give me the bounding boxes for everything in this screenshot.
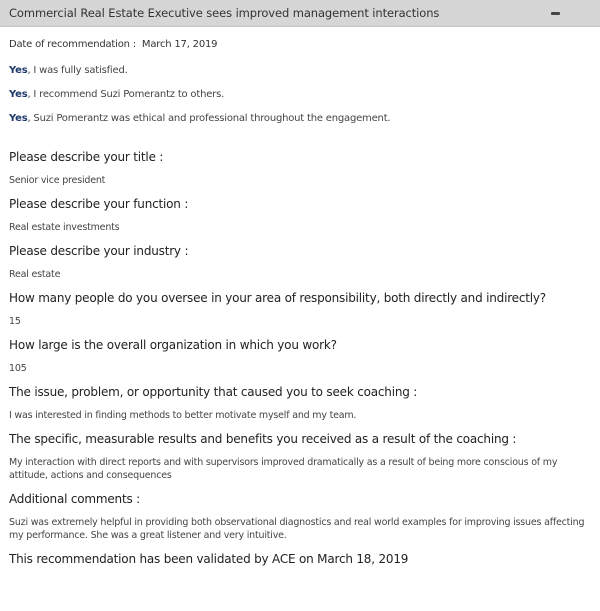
satisfied-statement	[9, 65, 591, 79]
statement-text: , Suzi Pomerantz was ethical and professional throughout the engagement.	[27, 113, 391, 124]
yes-label: Yes	[9, 65, 28, 76]
question-industry: Please describe your industry :	[9, 244, 189, 258]
date-label: Date of recommendation :	[9, 39, 136, 50]
answer-oversee: 15	[9, 316, 21, 327]
answer-org-size: 105	[9, 363, 27, 374]
date-value: March 17, 2019	[141, 39, 218, 50]
ethical-statement	[9, 113, 591, 127]
collapse-button[interactable]	[540, 3, 570, 23]
statement-text: , I recommend Suzi Pomerantz to others.	[27, 89, 225, 100]
validation-note: This recommendation has been validated by ACE on March 18, 2019	[9, 552, 409, 566]
minus-icon	[551, 12, 560, 15]
question-results: The specific, measurable results and benefits you received as a result of the coaching :	[9, 432, 517, 446]
statement-text: , I was fully satisfied.	[27, 65, 128, 76]
accordion-header[interactable]	[0, 0, 600, 27]
yes-label: Yes	[9, 89, 28, 100]
question-function: Please describe your function :	[9, 197, 189, 211]
question-comments: Additional comments :	[9, 492, 140, 506]
question-issue: The issue, problem, or opportunity that caused you to seek coaching :	[9, 385, 418, 399]
question-oversee: How many people do you oversee in your area of responsibility, both directly and indirectly?	[9, 291, 546, 305]
answer-comments: Suzi was extremely helpful in providing both observational diagnostics and real world examples for improving issues affecting my performance. She was a great listener and very intuitive.	[9, 517, 585, 541]
answer-results: My interaction with direct reports and with supervisors improved dramatically as a result of being more conscious of my attitude, actions and consequences	[9, 457, 558, 481]
recommendation-body	[0, 39, 600, 567]
answer-function: Real estate investments	[9, 222, 120, 233]
question-org-size: How large is the overall organization in which you work?	[9, 338, 337, 352]
answer-industry: Real estate	[9, 269, 61, 280]
answer-issue: I was interested in finding methods to better motivate myself and my team.	[9, 410, 357, 421]
yes-label: Yes	[9, 113, 28, 124]
accordion-title: Commercial Real Estate Executive sees improved management interactions	[9, 6, 440, 20]
date-of-recommendation	[9, 39, 591, 53]
question-title: Please describe your title :	[9, 150, 164, 164]
recommend-statement	[9, 89, 591, 103]
answer-title: Senior vice president	[9, 175, 106, 186]
